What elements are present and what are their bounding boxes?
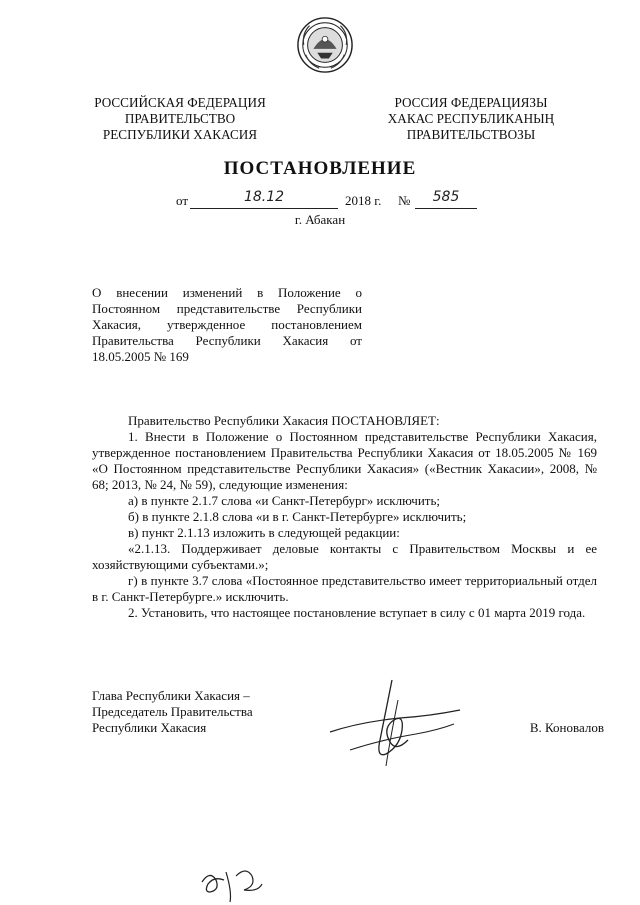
signatory-name: В. Коновалов xyxy=(529,720,604,735)
resolution-statement: Правительство Республики Хакасия ПОСТАНОВЛЯЕТ: xyxy=(128,413,440,428)
item-2: 2. Установить, что настоящее постановление вступает в силу с 01 марта 2019 года. xyxy=(128,605,586,620)
document-title: ПОСТАНОВЛЕНИЕ xyxy=(223,158,417,179)
number-line xyxy=(415,189,477,209)
item-1c-text: «2.1.13. Поддерживает деловые контакты с Правительством Москвы и ее хозяйствующими субъектами.»; xyxy=(92,541,597,572)
item-1d: г) в пункте 3.7 слова «Постоянное представительство имеет территориальный отдел в г. Санкт-Петербурге.» исключить. xyxy=(92,573,597,604)
signatory-position-line: Глава Республики Хакасия – xyxy=(92,688,250,703)
item-1b: б) в пункте 2.1.8 слова «и в г. Санкт-Петербурге» исключить; xyxy=(128,509,467,524)
header-left-line: РОССИЙСКАЯ ФЕДЕРАЦИЯ xyxy=(94,95,266,110)
header-right xyxy=(376,95,566,143)
header-right-line: ХАКАС РЕСПУБЛИКАНЫҢ xyxy=(387,111,555,126)
header-left xyxy=(86,95,274,143)
handwritten-initials xyxy=(196,862,272,904)
date-handwritten: 18.12 xyxy=(243,189,285,205)
item-1c: в) пункт 2.1.13 изложить в следующей редакции: xyxy=(128,525,400,540)
header-left-line: ПРАВИТЕЛЬСТВО xyxy=(124,111,236,126)
header-left-line: РЕСПУБЛИКИ ХАКАСИЯ xyxy=(102,127,258,142)
document-body xyxy=(92,413,597,621)
number-handwritten: 585 xyxy=(432,189,460,205)
date-prefix: от xyxy=(176,193,189,208)
city: г. Абакан xyxy=(294,212,346,227)
signatory-position-line: Председатель Правительства xyxy=(92,704,253,719)
handwritten-signature xyxy=(320,670,470,780)
signatory-position xyxy=(92,688,292,736)
header-right-line: ПРАВИТЕЛЬСТВОЗЫ xyxy=(406,127,536,142)
coat-of-arms-icon xyxy=(296,16,354,74)
item-1a: а) в пункте 2.1.7 слова «и Санкт-Петербург» исключить; xyxy=(128,493,441,508)
signatory-position-line: Республики Хакасия xyxy=(92,720,207,735)
number-label: № xyxy=(398,193,411,208)
header-right-line: РОССИЯ ФЕДЕРАЦИЯЗЫ xyxy=(394,95,548,110)
item-1: 1. Внести в Положение о Постоянном представительстве Республики Хакасия, утвержденное постановлением Правительства Республики Хакасия от 18.05.2005 № 169 «О Постоянном представительстве Республики Хакасия» («Вестник Хакасии», 2008, № 68; 2013, № 24, № 59), следующие изменения: xyxy=(92,429,597,492)
date-line xyxy=(190,189,338,209)
document-subject: О внесении изменений в Положение о Постоянном представительстве Республики Хакасия, утвержденное постановлением Правительства Республики Хакасия от 18.05.2005 № 169 xyxy=(92,285,362,364)
date-year: 2018 г. xyxy=(345,193,382,208)
